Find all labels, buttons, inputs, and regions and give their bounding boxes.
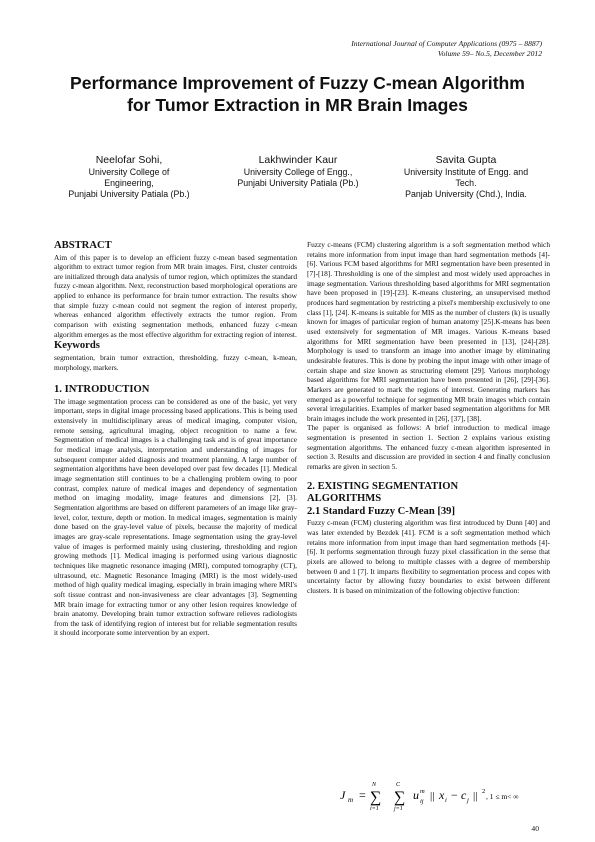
formula-equals: = [359,788,366,802]
formula-c-subscript: j [467,797,469,804]
author-block-2 [218,153,378,189]
abstract-heading: ABSTRACT [54,240,112,251]
author-block-1 [49,153,209,200]
title-line-1: Performance Improvement of Fuzzy C-mean Algorithm [70,73,525,93]
author-affiliation: University Institute of Engg. and [403,167,529,177]
objective-function-formula [340,778,550,814]
author-block-3 [386,153,546,200]
sum-2-upper-limit: C [396,782,401,788]
formula-norm-open: || [430,790,435,802]
author-name: Savita Gupta [435,154,497,166]
formula-norm-close: || [473,790,478,802]
formula-lhs: J [340,788,346,802]
introduction-text: The image segmentation process can be considered as one of the basic, yet very important, steps in digital image processing based applications. This is being used extensively in multidisciplinary areas of medical imaging, computer vision, remote sensing, agricultural imaging, object recognition to name a few. Segmentation of medical images is a challenging task and is of great importance for medical image analysis, interpretation and understanding of images for subsequent computer aided diagnosis and treatment planning. A large number of segmentation algorithms have been developed over past few decades [1]. Medical image segmentation still continues to be a challenging problem owing to poor contrast, complex nature of medical images and dependency of segmentation method on imaging modality, image features and dimensions [2], [3]. Segmentation algorithms are based on different parameters of an image like gray-level, color, texture, depth or motion. In medical images, segmentation is mainly done based on the gray-level value of pixels, because the majority of medical images are gray-scale representations. Image segmentation using the gray-level value of images is performed mainly using clustering, thresholding and region growing methods [1]. Medical imaging is performed using various diagnostic techniques like magnetic resonance imaging (MRI), computed tomography (CT), ultrasound, etc. Magnetic Resonance Imaging (MRI) is the most widely-used method of high quality medical imaging, especially in brain imaging where MRI's soft tissue contrast and non-invasiveness are clear advantages [3]. Segmenting MR brain image for extracting tumor or any other lesion requires knowledge of brain anatomy. Developing brain tumor extraction software relieves radiologists from the task of identifying region of interest but for reliable segmentation results it should incorporate some intervention by an expert. [54,396,297,638]
journal-volume: Volume 59– No.5, December 2012 [437,49,542,58]
formula-x-subscript: i [445,797,447,804]
formula-condition: , 1 ≤ m< ∞ [486,792,519,801]
right-column [307,240,550,596]
author-name: Neelofar Sohi, [95,154,163,166]
title-line-2: for Tumor Extraction in MR Brain Images [127,95,468,115]
author-affiliation: Engineering, [104,178,154,188]
author-name: Lakhwinder Kaur [258,154,338,166]
section-2-heading-line-2: ALGORITHMS [307,493,382,505]
page-number: 40 [531,824,539,833]
introduction-heading: 1. INTRODUCTION [54,384,150,396]
keywords-text: segmentation, brain tumor extraction, thresholding, fuzzy c-mean, k-mean, morphology, markers. [54,352,297,372]
author-affiliation: Panjab University (Chd.), India. [405,189,527,199]
keywords-heading: Keywords [54,340,100,352]
author-affiliation: Punjabi University Patiala (Pb.) [237,178,359,188]
formula-c: c [461,788,467,802]
sum-1-upper-limit: N [372,782,377,788]
abstract-text: Aim of this paper is to develop an efficient fuzzy c-mean based segmentation algorithm to extract tumor region from MR brain images. First, cluster centroids are initialized through data analysis of tumor region, which optimizes the standard fuzzy c-mean algorithm. Next, reconstruction based morphological operations are applied to enhance its performance for brain tumor extraction. The results show that simple fuzzy c-mean could not segment the region of interest properly, whereas enhanced algorithm effectively extracts the tumor region. From comparison with existing segmentation methods, enhanced fuzzy c-mean algorithm emerges as the most effective algorithm for extracting region of interest. [54,252,297,339]
author-affiliation: Tech. [455,178,477,188]
fcm-background-paragraph: Fuzzy c-means (FCM) clustering algorithm is a soft segmentation method which retains more information from input image than hard segmentation methods [4]-[6]. Various FCM based algorithms for MRI segmentation have been presented in [7]-[18]. Thresholding is one of the simplest and most widely used approaches in image segmentation. Various thresholding based algorithms for MRI segmentation have been proposed in [19]-[23]. K-means clustering, an unsupervised method produces hard segmentation by restricting a pixel's membership exclusively to one class [1], [24]. K-means is suitable for MIS as the number of clusters (k) is usually known for images of particular region of human anatomy [25].K-means has been used extensively for segmentation of MR images. Various K-means based algorithms for MRI segmentation have been presented in [13], [24]-[28]. Morphology is used to transform an image into another image by eliminating undesirable features. This is done by probing the input image with other image of certain shape and size known as structuring element [29]. Various morphology based algorithms for MRI segmentation have been presented in [26], [29]-[36]. Markers are generated to mark the regions of interest. Generating markers has emerged as a powerful technique for segmenting MR brain images which contain several irregularities. Examples of marker based segmentation algorithms for MR brain images include the work presented in [26], [37], [38]. [307,240,550,423]
paper-organisation-paragraph: The paper is organised as follows: A brief introduction to medical image segmentation is presented in section 1. Section 2 explains various existing segmentation algorithms. The enhanced fuzzy c-mean algorithm ispresented in section 3. Results and discussion are provided in section 4 and finally conclusion remarks are given in section 5. [307,423,550,472]
standard-fcm-paragraph: Fuzzy c-mean (FCM) clustering algorithm was first introduced by Dunn [40] and was later extended by Bezdek [41]. FCM is a soft segmentation method which retains more information from input image than hard segmentation methods [4]-[6]. It performs segmentation through fuzzy pixel classification in the sense that pixels are allowed to belong to multiple classes with a degree of membership between 0 and 1 [7]. It imparts flexibility to segmentation process and copes with uncertainty factor by allowing fuzzy boundaries to exist between different clusters. It is based on minimization of the following objective function: [307,518,550,595]
formula-u: u [413,788,419,802]
formula-lhs-subscript: m [348,796,354,804]
author-affiliation: Punjabi University Patiala (Pb.) [68,189,190,199]
journal-header [351,39,542,59]
journal-name: International Journal of Computer Applications (0975 – 8887) [351,39,542,48]
formula-u-superscript: m [420,788,425,795]
author-affiliation: University College of Engg., [243,167,353,177]
sum-1-symbol: ∑ [370,789,382,806]
section-2-1-heading: 2.1 Standard Fuzzy C-Mean [39] [307,505,456,517]
section-2-heading [307,481,550,506]
sum-1-lower-limit: i=1 [370,806,379,812]
formula-square: 2 [482,788,486,795]
left-column [54,240,297,638]
sum-2-symbol: ∑ [394,789,406,806]
paper-title [40,72,555,116]
formula-x: x [439,788,445,802]
sum-2-lower-limit: j=1 [394,806,403,812]
formula-u-subscript: ij [420,798,424,805]
formula-minus: − [451,788,458,802]
author-affiliation: University College of [88,167,170,177]
section-2-heading-line-1: 2. EXISTING SEGMENTATION [307,480,459,492]
